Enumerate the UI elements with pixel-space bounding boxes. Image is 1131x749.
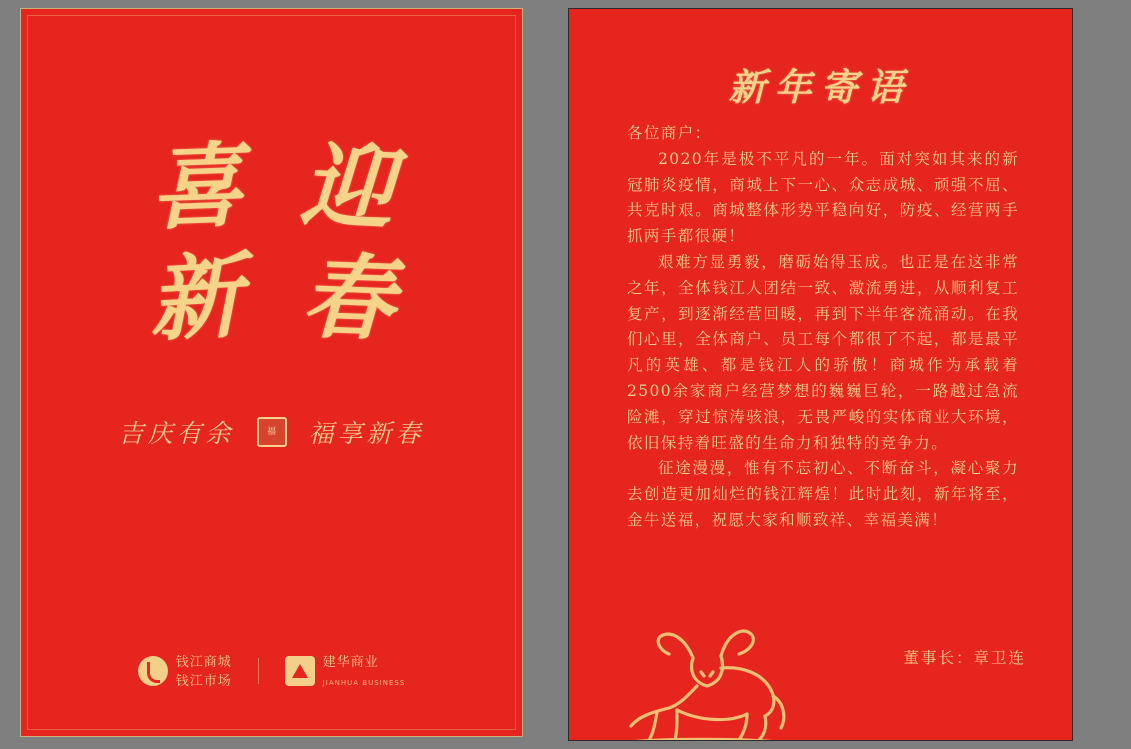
ox-outline-icon xyxy=(597,616,807,741)
qianjiang-line2: 钱江市场 xyxy=(175,674,232,690)
new-year-letter-card xyxy=(568,8,1073,741)
blessing-row xyxy=(21,414,522,450)
greeting-char-xin: 新 xyxy=(146,241,245,354)
jianhua-logo-text xyxy=(323,652,406,689)
qianjiang-logo-icon xyxy=(138,656,168,686)
footer-logos xyxy=(21,652,522,690)
letter-paragraph-3: 征途漫漫，惟有不忘初心、不断奋斗，凝心聚力去创造更加灿烂的钱江辉煌！此时此刻，新年将至，金牛送福，祝愿大家和顺致祥、幸福美满！ xyxy=(627,459,1019,529)
jianhua-subtitle: JIANHUA BUSINESS xyxy=(322,679,406,688)
letter-title: 新年寄语 xyxy=(728,65,913,109)
greeting-char-xi: 喜 xyxy=(148,131,245,243)
qianjiang-logo-text xyxy=(176,652,232,690)
greeting-char-chun: 春 xyxy=(299,242,396,354)
greeting-line-2 xyxy=(21,241,522,354)
letter-body xyxy=(627,121,1019,534)
greeting-char-ying: 迎 xyxy=(297,130,396,244)
greeting-calligraphy xyxy=(21,130,522,354)
blessing-right-text: 福享新春 xyxy=(308,419,425,448)
logo-qianjiang xyxy=(138,652,232,690)
seal-stamp-icon: 福 xyxy=(257,417,287,447)
letter-salutation: 各位商户： xyxy=(627,124,712,142)
jianhua-logo-icon xyxy=(285,656,315,686)
logo-divider xyxy=(258,658,259,684)
letter-paragraph-2: 艰难方显勇毅，磨砺始得玉成。也正是在这非常之年，全体钱江人团结一致、激流勇进，从顺利复工复产，到逐渐经营回暖，再到下半年客流涌动。在我们心里，全体商户、员工每个都很了不起，都是最平凡的英雄、都是钱江人的骄傲！商城作为承载着2500余家商户经营梦想的巍巍巨轮，一路越过急流险滩，穿过惊涛骇浪，无畏严峻的实体商业大环境，依旧保持着旺盛的生命力和独特的竞争力。 xyxy=(627,252,1019,452)
logo-jianhua xyxy=(285,652,406,689)
new-year-cover-card xyxy=(20,8,523,737)
letter-signature: 董事长：章卫连 xyxy=(903,649,1026,667)
letter-paragraph-1: 2020年是极不平凡的一年。面对突如其来的新冠肺炎疫情，商城上下一心、众志成城、顽强不屈、共克时艰。商城整体形势平稳向好，防疫、经营两手抓两手都很硬！ xyxy=(627,149,1019,246)
jianhua-line1: 建华商业 xyxy=(322,655,379,671)
blessing-left-text: 吉庆有余 xyxy=(118,419,235,448)
qianjiang-line1: 钱江商城 xyxy=(175,655,232,671)
greeting-line-1 xyxy=(21,130,522,244)
